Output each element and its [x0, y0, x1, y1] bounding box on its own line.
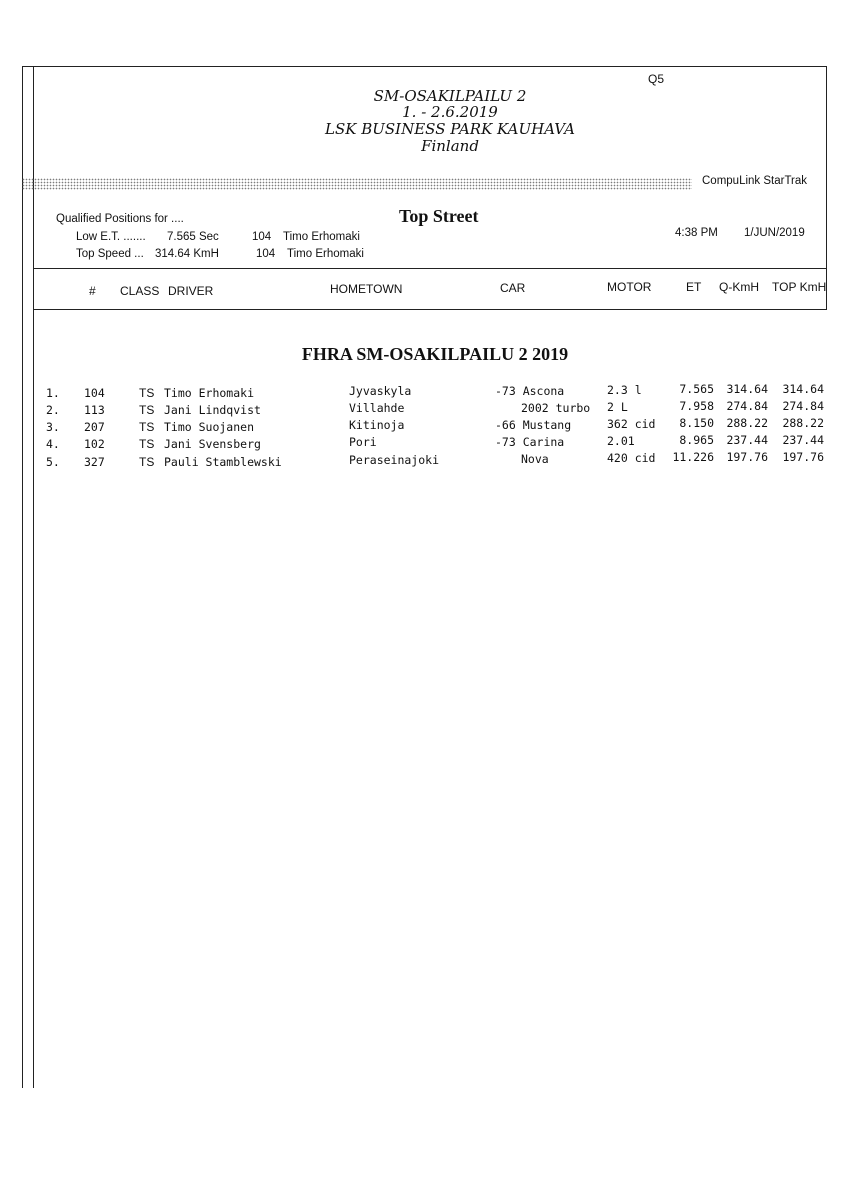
top-speed-driver: Timo Erhomaki — [287, 248, 364, 260]
row-motor: 420 cid — [607, 451, 656, 465]
row-position: 5. — [46, 455, 60, 469]
row-class: TS — [139, 420, 155, 434]
brand-label: CompuLink StarTrak — [702, 175, 808, 187]
col-qkmh: Q-KmH — [719, 280, 759, 294]
class-title: Top Street — [399, 206, 479, 226]
row-qkmh: 274.84 — [726, 399, 768, 413]
row-class: TS — [139, 403, 155, 417]
report-time: 4:38 PM — [675, 227, 718, 239]
report-date: 1/JUN/2019 — [744, 227, 805, 239]
row-driver: Jani Svensberg — [164, 437, 261, 451]
section-title: FHRA SM-OSAKILPAILU 2 2019 — [301, 344, 569, 364]
row-topkmh: 274.84 — [782, 399, 824, 413]
row-class: TS — [139, 437, 155, 451]
row-car: Nova — [521, 452, 549, 466]
row-et: 8.965 — [679, 433, 714, 447]
row-number: 207 — [84, 420, 105, 434]
row-driver: Timo Suojanen — [164, 420, 255, 434]
col-motor: MOTOR — [607, 280, 652, 294]
row-driver: Jani Lindqvist — [164, 403, 261, 417]
event-venue: LSK BUSINESS PARK KAUHAVA — [325, 120, 575, 138]
row-topkmh: 237.44 — [782, 433, 824, 447]
top-speed-value: 314.64 KmH — [155, 248, 219, 260]
row-hometown: Jyvaskyla — [349, 384, 412, 398]
col-driver: DRIVER — [168, 284, 214, 298]
row-et: 7.565 — [679, 382, 714, 396]
row-qkmh: 314.64 — [726, 382, 768, 396]
frame-top — [22, 66, 827, 67]
col-car: CAR — [500, 281, 526, 295]
low-et-value: 7.565 Sec — [167, 231, 219, 243]
row-car: -73 Carina — [495, 435, 565, 449]
row-hometown: Kitinoja — [349, 418, 405, 432]
row-topkmh: 314.64 — [782, 382, 824, 396]
row-number: 327 — [84, 455, 105, 469]
low-et-label: Low E.T. ....... — [76, 231, 146, 243]
row-motor: 2 L — [607, 400, 628, 414]
row-et: 11.226 — [672, 450, 714, 464]
row-driver: Timo Erhomaki — [164, 386, 255, 400]
row-hometown: Pori — [349, 435, 377, 449]
frame-left-outer — [22, 66, 23, 1088]
col-class: CLASS — [120, 284, 160, 298]
row-motor: 2.3 l — [607, 383, 642, 397]
frame-right — [826, 66, 827, 310]
row-motor: 2.01 — [607, 434, 635, 448]
row-class: TS — [139, 455, 155, 469]
low-et-number: 104 — [252, 231, 272, 243]
row-number: 104 — [84, 386, 105, 400]
col-num: # — [89, 284, 96, 298]
header-rule-2 — [33, 309, 827, 310]
qualified-label: Qualified Positions for .... — [56, 213, 184, 225]
row-car: -73 Ascona — [495, 384, 565, 398]
row-hometown: Peraseinajoki — [349, 453, 440, 467]
row-qkmh: 288.22 — [726, 416, 768, 430]
page-code: Q5 — [648, 72, 665, 86]
row-qkmh: 237.44 — [726, 433, 768, 447]
col-hometown: HOMETOWN — [330, 282, 403, 296]
header-rule-1 — [33, 268, 827, 269]
top-speed-number: 104 — [256, 248, 276, 260]
col-topkmh: TOP KmH — [772, 280, 827, 294]
row-topkmh: 288.22 — [782, 416, 824, 430]
row-motor: 362 cid — [607, 417, 656, 431]
row-car: 2002 turbo — [521, 401, 591, 415]
row-class: TS — [139, 386, 155, 400]
row-position: 1. — [46, 386, 60, 400]
row-number: 102 — [84, 437, 105, 451]
row-car: -66 Mustang — [495, 418, 572, 432]
row-position: 3. — [46, 420, 60, 434]
dotted-separator — [22, 178, 692, 190]
frame-left-inner — [33, 66, 34, 1088]
row-position: 4. — [46, 437, 60, 451]
row-hometown: Villahde — [349, 401, 405, 415]
row-driver: Pauli Stamblewski — [164, 455, 282, 469]
row-et: 7.958 — [679, 399, 714, 413]
top-speed-label: Top Speed ... — [76, 248, 144, 260]
col-et: ET — [686, 280, 702, 294]
row-et: 8.150 — [679, 416, 714, 430]
event-dates: 1. - 2.6.2019 — [402, 103, 498, 121]
row-number: 113 — [84, 403, 105, 417]
row-qkmh: 197.76 — [726, 450, 768, 464]
event-name: SM-OSAKILPAILU 2 — [373, 87, 527, 105]
low-et-driver: Timo Erhomaki — [283, 231, 360, 243]
row-position: 2. — [46, 403, 60, 417]
event-country: Finland — [421, 137, 479, 155]
row-topkmh: 197.76 — [782, 450, 824, 464]
